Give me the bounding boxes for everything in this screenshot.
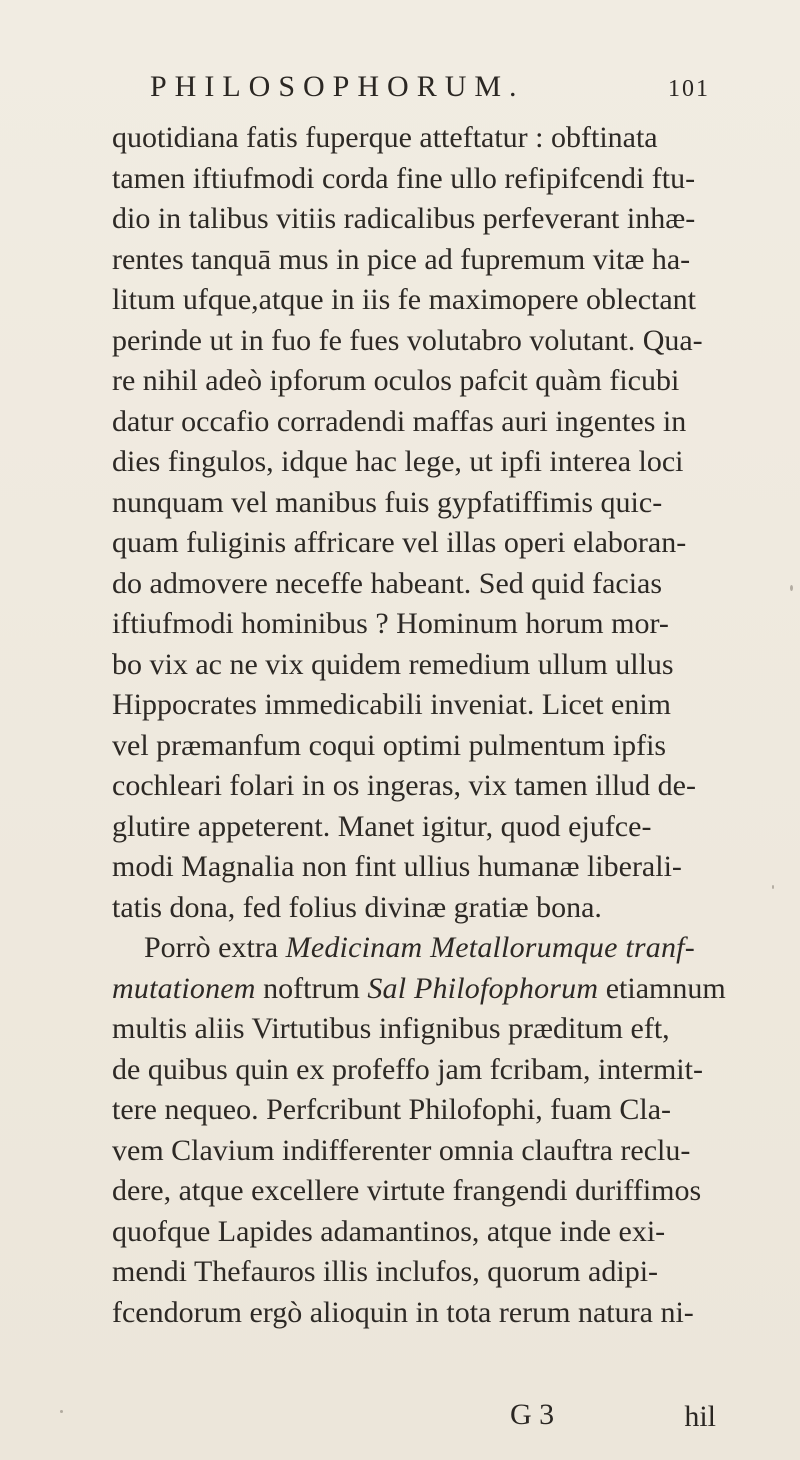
text-line: nunquam vel manibus fuis gypfatiffimis quic- <box>112 485 663 519</box>
running-title: PHILOSOPHORUM. <box>150 70 525 103</box>
text-line: Hippocrates immedicabili inveniat. Licet enim <box>112 688 671 721</box>
text-line: iftiufmodi hominibus ? Hominum horum mor- <box>112 607 669 640</box>
text-line: datur occafio corradendi maffas auri ingentes in <box>112 404 687 438</box>
text-line: vem Clavium indifferenter omnia clauftra reclu- <box>112 1133 691 1167</box>
text-line: bo vix ac ne vix quidem remedium ullum ullus <box>112 647 674 681</box>
text-line: modi Magnalia non fint ullius humanæ liberali- <box>112 850 682 883</box>
text-span: noftrum <box>255 971 368 1005</box>
text-line: cochleari folari in os ingeras, vix tamen illud de- <box>112 769 696 802</box>
italic-phrase: Sal Philofophorum <box>367 971 599 1005</box>
text-line: quofque Lapides adamantinos, atque inde exi- <box>112 1214 666 1248</box>
page-footer <box>112 1398 724 1438</box>
text-line: perinde ut in fuo fe fues volutabro volutant. Qua- <box>112 323 703 357</box>
text-line: vel præmanfum coqui optimi pulmentum ipfis <box>112 728 667 762</box>
paragraph-start-line <box>112 928 724 969</box>
text-line: litum ufque,atque in iis fe maximopere oblectant <box>112 283 696 316</box>
text-line: dio in talibus vitiis radicalibus perfeverant inhæ- <box>112 202 696 235</box>
text-line: rentes tanquā mus in pice ad fupremum vitæ ha- <box>112 242 691 276</box>
text-line: glutire appeterent. Manet igitur, quod ejufce- <box>112 809 652 843</box>
running-header <box>150 70 710 114</box>
italic-phrase: Medicinam Metallorumque tranf- <box>285 931 695 964</box>
text-line <box>112 969 724 1010</box>
catchword: hil <box>684 1400 716 1433</box>
text-span: etiamnum <box>598 971 726 1005</box>
text-span: Porrò extra <box>144 931 286 964</box>
text-line: tamen iftiufmodi corda fine ullo refipifcendi ftu- <box>112 161 696 195</box>
italic-phrase: mutationem <box>112 971 256 1005</box>
signature-mark: G 3 <box>510 1398 555 1431</box>
text-line: do admovere neceffe habeant. Sed quid facias <box>112 566 663 600</box>
text-line: de quibus quin ex profeffo jam fcribam, intermit- <box>112 1052 703 1086</box>
page-number: 101 <box>668 76 710 102</box>
paper-speck <box>60 1410 63 1413</box>
text-line: dies fingulos, idque hac lege, ut ipfi interea loci <box>112 445 684 478</box>
text-line: multis aliis Virtutibus infignibus præditum eft, <box>112 1012 670 1045</box>
text-line: re nihil adeò ipforum oculos pafcit quàm ficubi <box>112 364 680 397</box>
text-line: tere nequeo. Perfcribunt Philofophi, fuam Cla- <box>112 1093 672 1126</box>
text-line: dere, atque excellere virtute frangendi duriffimos <box>112 1174 702 1207</box>
text-line: quotidiana fatis fuperque atteftatur : obftinata <box>112 121 658 154</box>
paper-speck <box>772 885 774 889</box>
text-line: mendi Thefauros illis inclufos, quorum adipi- <box>112 1255 659 1288</box>
text-line: quam fuliginis affricare vel illas operi elaboran- <box>112 526 687 559</box>
paper-speck <box>790 585 793 591</box>
body-text <box>112 118 724 1333</box>
text-line: fcendorum ergò alioquin in tota rerum natura ni- <box>112 1295 694 1329</box>
text-line: tatis dona, fed folius divinæ gratiæ bona. <box>112 890 602 924</box>
